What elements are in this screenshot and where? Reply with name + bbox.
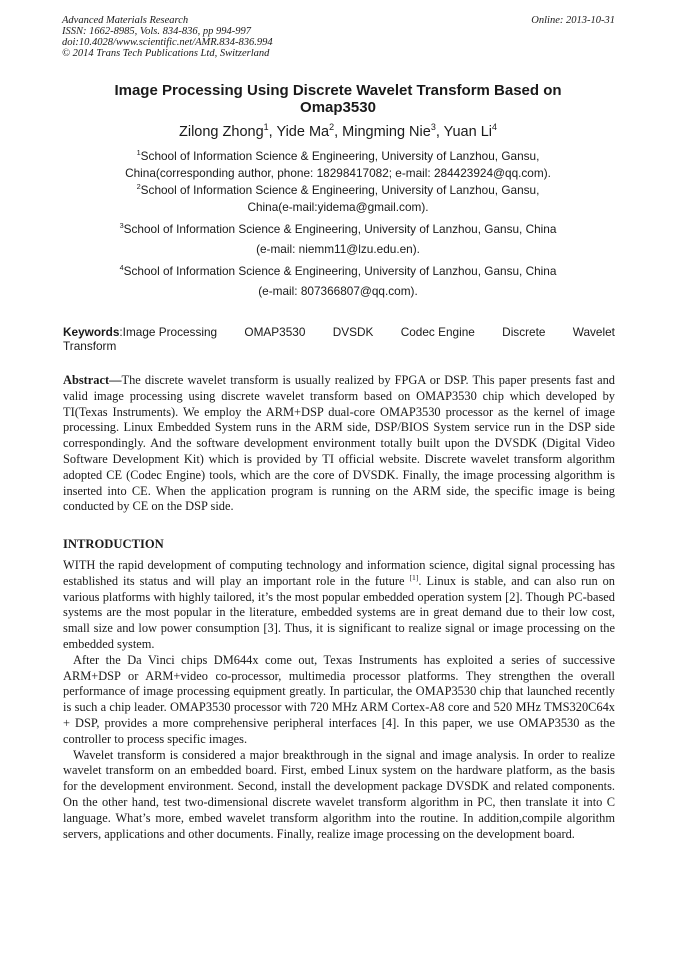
keyword: DVSDK [332, 325, 374, 339]
title-line-1: Image Processing Using Discrete Wavelet Transform Based on [114, 82, 562, 99]
keyword: Codec Engine [400, 325, 475, 339]
author-sup: 1 [263, 122, 269, 133]
affiliation-4: $^4$School of Information Science & Engineering, University of Lanzhou, Gansu, China (e-mail: 807366807@qq.com). [119, 263, 557, 298]
issn-line: ISSN: 1662-8985, Vols. 834-836, pp 994-997 [62, 26, 251, 37]
introduction-body [63, 558, 615, 842]
keywords-label: Keywords [63, 325, 120, 339]
abstract-text: The discrete wavelet transform is usually realized by FPGA or DSP. This paper presents fast and valid image processing using discrete wavelet transform based on OMAP3530 chip which developed by TI(Texas Instruments). We employ the ARM+DSP dual-core OMAP3530 processor as the kernel of image processing. Linux Embedded System runs in the ARM side, DSP/BIOS System service run in the DSP side correspondingly. And the software development environment totally built upon the DVSDK (Digital Video Software Development Kit) which is provided by TI official website. Discrete wavelet transform algorithm adopted CE (Codec Engine) tools, which are the core of DVSDK. Finally, the image processing algorithm is inserted into CE. When the application program is running on the ARM side, the specific image is being conducted by CE on the DSP side. [63, 373, 615, 514]
doi-line: doi:10.4028/www.scientific.net/AMR.834-836.994 [62, 37, 273, 48]
intro-paragraph-1: WITH the rapid development of computing technology and information science, digital signal processing has established its status and will play an important role in the future [1]. Linux is stable, and can also run on various platforms with highly tailored, it’s the most popular embedded operation system [2]. Though PC-based systems are the most popular in the literature, embedded systems are in great demand due to their low cost, small size and low power consumption [3]. Thus, it is significant to realize signal or image processing on the embedded system. [63, 558, 615, 651]
author-name: Zilong Zhong [179, 124, 264, 140]
intro-paragraph-2: After the Da Vinci chips DM644x come out, Texas Instruments has exploited a series of successive ARM+DSP or ARM+video co-processor, multimedia processor platforms. They strengthen the overall performance of image processing equipment greatly. In particular, the OMAP3530 chip that launched recently is such a chip leader. OMAP3530 processor with 720 MHz ARM Cortex-A8 core and 520 MHz TMS320C64x + DSP, provides a more comprehensive peripheral interfaces [4]. In this paper, we use OMAP3530 as the controller to process specific images. [63, 652, 615, 746]
author-name: Yuan Li [443, 124, 492, 140]
affiliation-2: $^2$School of Information Science & Engineering, University of Lanzhou, Gansu, China(e-mail:yidema@gmail.com). [136, 182, 540, 214]
affiliation-3: $^3$School of Information Science & Engineering, University of Lanzhou, Gansu, China (e-mail: niemm11@lzu.edu.en). [119, 221, 557, 256]
keywords [63, 325, 615, 353]
author-list: Zilong Zhong$^1$, Yide Ma$^2$, Mingming Nie$^3$, Yuan Li$^4$ [179, 122, 497, 140]
keyword: Wavelet [572, 325, 615, 339]
citation-ref: [1] [409, 572, 419, 582]
intro-paragraph-3: Wavelet transform is considered a major breakthrough in the signal and image analysis. In order to realize wavelet transform on an embedded board. First, embed Linux system on the hardware platform, as the basis for the development environment. Second, install the development package DVSDK and related components. On the other hand, test two-dimensional discrete wavelet transform algorithm in PC, then translate it into C language. What’s more, embed wavelet transform algorithm into the routine. In addition,compile algorithm servers, applications and other documents. Finally, realize image processing on the development board. [63, 747, 615, 841]
journal-name: Advanced Materials Research [62, 15, 189, 26]
author-name: Mingming Nie [342, 124, 431, 140]
title-line-2: Omap3530 [300, 99, 376, 116]
abstract-label: Abstract— [63, 373, 122, 387]
author-sup: 2 [329, 122, 335, 133]
keyword: Discrete [502, 325, 546, 339]
keyword: Transform [63, 339, 117, 353]
online-date: Online: 2013-10-31 [531, 15, 615, 26]
affiliation-1: $^1$School of Information Science & Engineering, University of Lanzhou, Gansu, China(corresponding author, phone: 18298417082; e-mail: 284423924@qq.com). [125, 148, 551, 180]
author-sup: 4 [492, 122, 497, 133]
abstract [63, 373, 615, 515]
author-name: Yide Ma [276, 124, 330, 140]
copyright-line: © 2014 Trans Tech Publications Ltd, Switzerland [62, 48, 270, 59]
journal-header [62, 15, 273, 59]
author-sup: 3 [430, 122, 436, 133]
paper-title [60, 82, 616, 116]
keyword: OMAP3530 [244, 325, 306, 339]
introduction-heading: INTRODUCTION [63, 537, 164, 551]
keyword: :Image Processing [119, 325, 218, 339]
